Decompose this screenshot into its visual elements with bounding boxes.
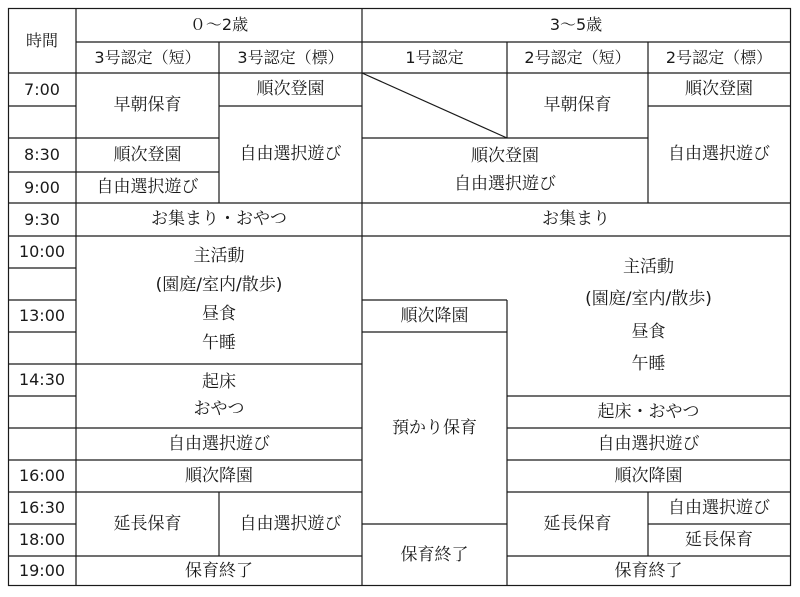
care-end-cell-1: 保育終了 <box>400 544 469 565</box>
header-cat-2hyo: 2号認定（標） <box>665 47 773 67</box>
free-play-cell-3hyo: 自由選択遊び <box>239 144 342 164</box>
header-cat-2tan: 2号認定（短） <box>524 47 631 67</box>
early-care-cell-0-2: 早朝保育 <box>113 95 182 115</box>
wake-snack-cell-2: 起床・おやつ <box>597 401 700 422</box>
nap-label: 午睡 <box>202 333 236 353</box>
time-label: 9:00 <box>24 177 60 197</box>
header-age-3-5: 3～5歳 <box>549 15 603 34</box>
gradual-departure-cell-0-2: 順次降園 <box>185 465 253 486</box>
gathering-snack-cell-0-2: お集まり・おやつ <box>151 209 287 229</box>
free-play-pm-cell-0-2: 自由選択遊び <box>168 433 270 454</box>
arrival-free-play-cell-1-2tan <box>362 138 648 203</box>
main-activity-places: (園庭/室内/散歩) <box>585 289 712 310</box>
care-end-cell-0-2: 保育終了 <box>185 560 253 581</box>
wake-label: 起床 <box>202 372 236 392</box>
main-activity-label: 主活動 <box>623 257 674 278</box>
time-label: 16:00 <box>18 466 66 485</box>
time-label: 10:00 <box>18 242 66 261</box>
time-label: 13:00 <box>18 306 66 325</box>
snack-label: おやつ <box>193 399 245 419</box>
free-play-pm-cell-2: 自由選択遊び <box>597 433 700 454</box>
time-label: 14:30 <box>18 370 66 389</box>
time-label: 18:00 <box>18 530 66 549</box>
header-time: 時間 <box>25 30 58 50</box>
custodial-care-cell-1: 預かり保育 <box>392 417 477 438</box>
free-play-evening-cell-3hyo: 自由選択遊び <box>239 513 342 534</box>
extended-care-cell-3tan: 延長保育 <box>113 513 182 534</box>
time-label: 19:00 <box>18 561 66 580</box>
time-label: 7:00 <box>24 79 60 99</box>
main-activity-cell-2 <box>507 236 790 396</box>
gradual-departure-cell-2: 順次降園 <box>614 465 683 486</box>
wake-snack-cell-0-2 <box>76 364 362 428</box>
gradual-arrival-cell-2hyo: 順次登園 <box>685 79 753 99</box>
care-end-cell-2: 保育終了 <box>614 560 683 581</box>
free-play-cell-3tan: 自由選択遊び <box>96 177 199 197</box>
main-activity-cell-0-2 <box>76 236 362 364</box>
header-cat-3tan: 3号認定（短） <box>94 47 201 67</box>
time-label: 8:30 <box>24 145 60 164</box>
extended-care-cell-2tan: 延長保育 <box>543 513 612 534</box>
free-play-label: 自由選択遊び <box>454 173 556 194</box>
gradual-arrival-label: 順次登園 <box>471 146 539 167</box>
early-care-cell-2tan: 早朝保育 <box>543 95 612 115</box>
main-activity-label: 主活動 <box>193 246 245 266</box>
time-label: 16:30 <box>18 498 66 517</box>
lunch-label: 昼食 <box>631 321 666 342</box>
main-activity-places: (園庭/室内/散歩) <box>155 275 283 295</box>
time-label: 9:30 <box>24 209 60 229</box>
header-cat-1: 1号認定 <box>405 47 464 67</box>
gathering-cell-3-5: お集まり <box>542 209 610 229</box>
header-cat-3hyo: 3号認定（標） <box>237 47 344 67</box>
free-play-cell-2hyo: 自由選択遊び <box>668 144 770 164</box>
gradual-arrival-cell-3tan: 順次登園 <box>113 144 182 165</box>
extended-care-cell-2hyo: 延長保育 <box>685 529 753 550</box>
gradual-departure-cell-1: 順次降園 <box>400 305 469 326</box>
gradual-arrival-cell-3hyo: 順次登園 <box>256 79 325 99</box>
free-play-evening-cell-2hyo: 自由選択遊び <box>668 497 770 518</box>
nap-label: 午睡 <box>631 353 666 374</box>
header-age-0-2: ０～2歳 <box>189 15 249 34</box>
lunch-label: 昼食 <box>202 304 236 324</box>
